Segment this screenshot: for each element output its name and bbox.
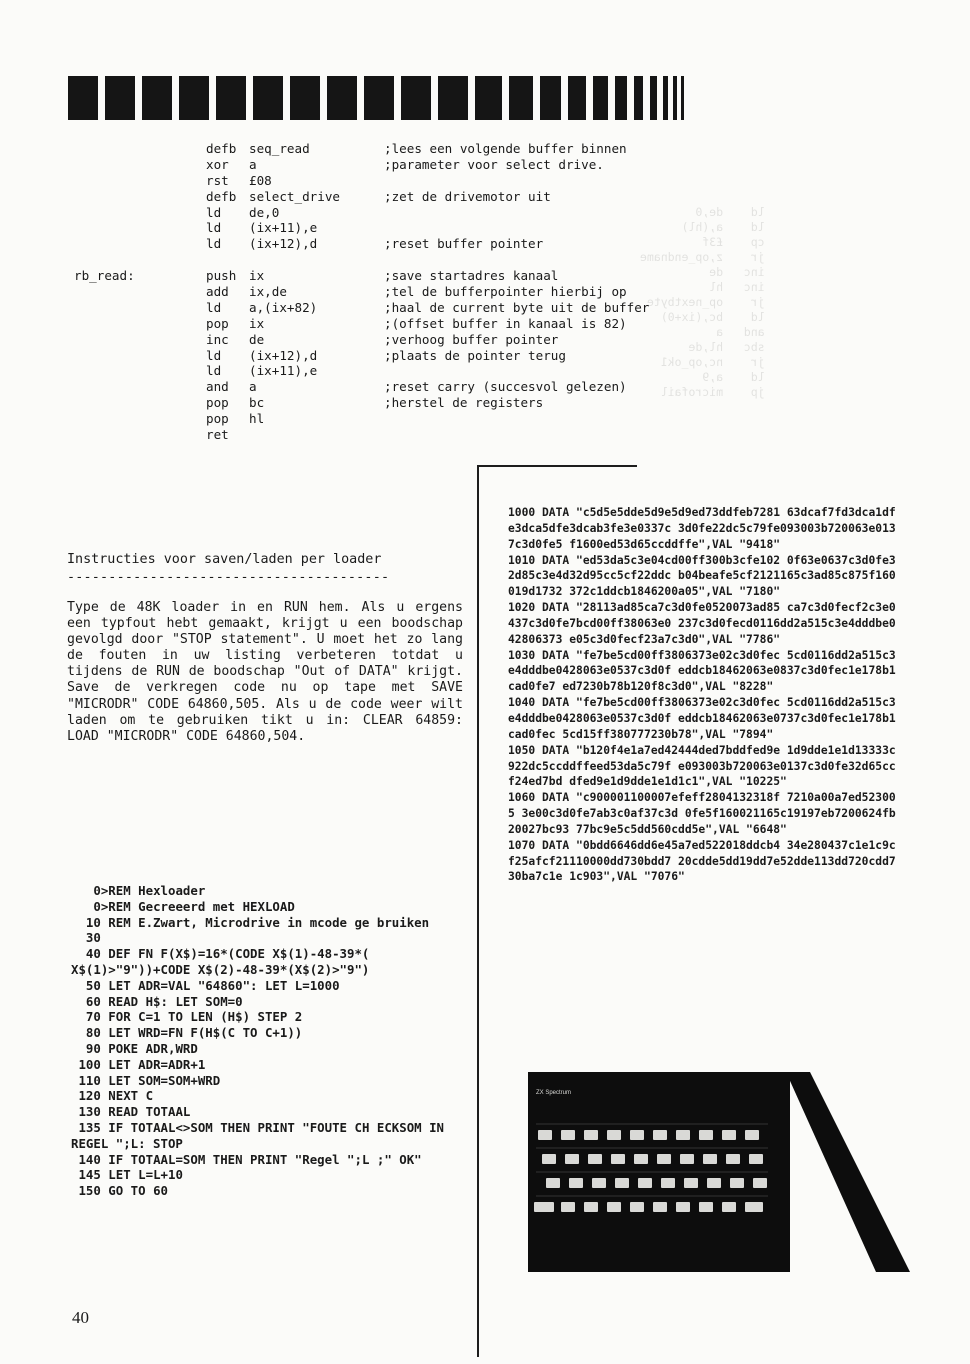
basic-line: 80 LET WRD=FN F(H$(C TO C+1)) [71,1025,303,1041]
instructions-text [67,600,463,745]
basic-line: 110 LET SOM=SOM+WRD [71,1072,221,1088]
asm-line: inc de ;verhoog buffer pointer [206,331,559,347]
column-divider [477,467,479,1357]
asm-line: ld (ix+11),e [206,363,318,379]
assembly-listing [74,141,694,443]
asm-line: pop bc ;herstel de registers [206,395,544,411]
data-line: 1030 DATA "fe7be5cd00ff3806373e02c3d0fec 5cd0116dd2a515c3e4dddbe0428063e0537c3d0f eddcb18462063e0837c3d0fec1e178b1cad0fe7 ed7230b78b120f8c3d0",VAL "8228" [508,648,896,694]
data-line: 1000 DATA "c5d5e5dde5d9e5d9ed73ddfeb7281 63dcaf7fd3dca1dfe3dca5dfe3dcab3fe3e0337c 3d0fe22dc5c79fe093003b720063e0137c3d0fe5 f1600ed53d65ccddffe",VAL "9418" [508,506,896,551]
basic-line: 30 [71,930,101,946]
asm-line: ret [206,427,229,443]
basic-line: 0>REM Hexloader [71,883,206,898]
basic-line: 140 IF TOTAAL=SOM THEN PRINT "Regel ";L ;" OK" [71,1151,422,1167]
basic-line: 60 READ H$: LET SOM=0 [71,993,243,1009]
asm-line: pop ix ;(offset buffer in kanaal is 82) [206,315,627,331]
basic-line: 135 IF TOTAAL<>SOM THEN PRINT "FOUTE CH ECKSOM IN REGEL ";L: STOP [71,1119,452,1151]
basic-line: 50 LET ADR=VAL "64860": LET L=1000 [71,977,340,993]
asm-line: rst £08 [206,172,272,188]
asm-line [74,252,694,268]
instructions-heading: Instructies voor saven/laden per loader [67,552,382,567]
asm-line: defb select_drive ;zet de drivemotor uit [206,188,551,204]
basic-line: 40 DEF FN F(X$)=16*(CODE X$(1)-48-39*( X$(1)>"9"))+CODE X$(2)-48-39*(X$(2)>"9") [71,946,377,977]
basic-line: 0>REM Gecreeerd met HEXLOAD [71,898,295,914]
data-line: 1060 DATA "c900001100007efeff2804132318f 7210a00a7ed523005 3e00c3d0fe7ab3c0af37c3d 0fe5f160021165c19197eb7200624fb20027bc93 77bc9e5c5dd560cdd5e",VAL "6648" [508,791,896,836]
page-number: 40 [72,1308,89,1327]
asm-line: ld (ix+12),d ;plaats de pointer terug [206,347,566,363]
basic-line: 145 LET L=L+10 [71,1167,183,1183]
basic-line: 130 READ TOTAAL [71,1104,191,1120]
zx-spectrum-photo [528,1072,910,1272]
asm-line: pop hl [206,411,265,427]
basic-line: 90 POKE ADR,WRD [71,1040,198,1056]
basic-loader-listing [71,883,466,1199]
asm-line: ld (ix+11),e [206,220,318,236]
basic-line: 150 GO TO 60 [71,1183,168,1199]
header-block-bar [68,76,688,122]
asm-line: and a ;reset carry (succesvol gelezen) [206,379,627,395]
data-line: 1010 DATA "ed53da5c3e04cd00ff300b3cfe102 0f63e0637c3d0fe32d85c3e4d32d95cc5cf22ddc b04beafe5cf2121165c3ad85c875f160019d1732 372c1ddcb1846200a05",VAL "7180" [508,553,896,599]
asm-line: ld a,(ix+82) ;haal de current byte uit de buffer [206,299,650,315]
bleed-through-text: ld de,0 ld a,(hl) cp £3f jr z,op_endname inc de inc hl jr op_nextbyte ld bc,(ix+0) and a sbc hl,de jr nc,op_ok1 ld a,9 jp microfail [640,205,765,399]
asm-line: add ix,de ;tel de bufferpointer hierbij op [206,284,627,300]
instructions-paragraph: Type de 48K loader in en RUN hem. Als u ergens een typfout hebt gemaakt, krijgt u een boodschap gevolgd door "STOP statement". U moet het zo lang de fouten in uw listing verbeteren totdat u tijdens de RUN de boodschap "Out of DATA" krijgt. Save de verkregen code nu op tape met SAVE "MICRODR" CODE 64860,505. Als u de code weer wilt laden om te gebruiken tikt u in: CLEAR 64859: LOAD "MICRODR" CODE 64860,504. [67,600,463,744]
asm-line: ld de,0 [206,204,280,220]
basic-line: 100 LET ADR=ADR+1 [71,1056,206,1072]
data-line: 1020 DATA "28113ad85ca7c3d0fe0520073ad85 ca7c3d0fecf2c3e0437c3d0fe7bcd00ff38063e0 237c3d0fecd0116dd2a515c3e4dddbe042806373 e05c3d0fecf23a7c3d0",VAL "7786" [508,601,896,646]
instructions-underline: --------------------------------------- [67,570,390,585]
data-listing [508,505,900,885]
data-line: 1050 DATA "b120f4e1a7ed42444ded7bddfed9e 1d9dde1e1d13333c922dc5ccddffeed53da5c79f e093003b720063e0137c3d0fe32d65ccf24ed7bd dfed9e1d9dde1e1d1c1",VAL "10225" [508,743,896,789]
basic-line: 10 REM E.Zwart, Microdrive in mcode ge bruiken [71,914,430,930]
asm-line: xor a ;parameter voor select drive. [206,156,604,172]
basic-line: 120 NEXT C [71,1088,154,1104]
asm-line: rb_read: push ix ;save startadres kanaal [74,268,559,284]
column-top-rule [477,465,637,467]
photo-caption: ZX Spectrum [536,1090,572,1096]
asm-line: defb seq_read ;lees een volgende buffer binnen [206,141,627,156]
basic-line: 70 FOR C=1 TO LEN (H$) STEP 2 [71,1009,303,1025]
data-line: 1040 DATA "fe7be5cd00ff3806373e02c3d0fec 5cd0116dd2a515c3e4dddbe0428063e0537c3d0f eddcb18462063e0737c3d0fec1e178b1cad0fec 5cd15ff380777230b78",VAL "7894" [508,696,896,741]
asm-line: ld (ix+12),d ;reset buffer pointer [206,236,544,252]
data-line: 1070 DATA "0bdd6646dd6e45a7ed522018ddcb4 34e280437c1e1c9cf25afcf21110000dd730bdd7 20cdde5dd19dd7e52dde113dd720cdd730ba7c1e 1c903",VAL "7076" [508,838,896,884]
